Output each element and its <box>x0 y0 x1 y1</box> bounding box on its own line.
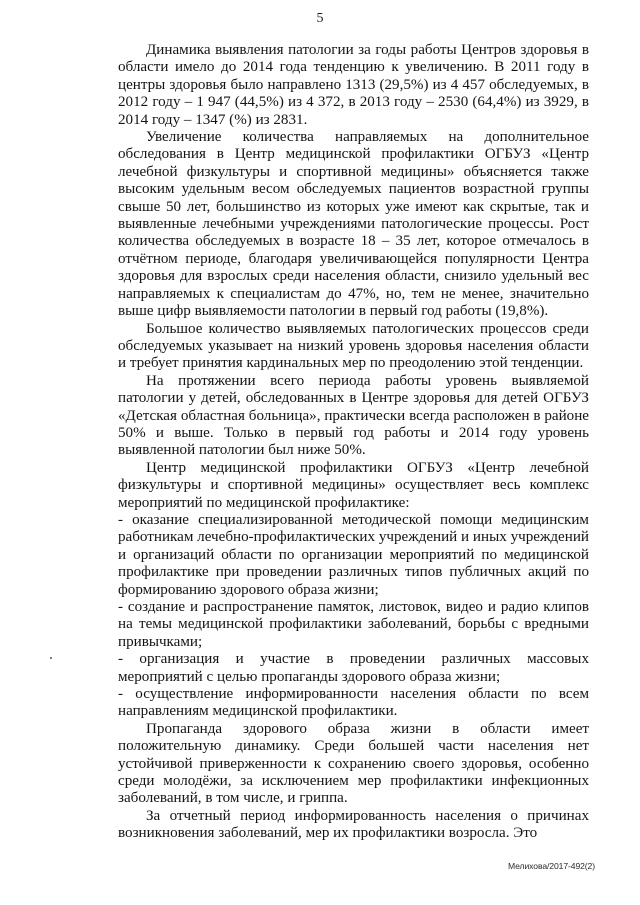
document-body <box>118 42 589 843</box>
paragraph-children-pathology: На протяжении всего периода работы уровень выявляемой патологии у детей, обследованных в Центре здоровья для детей ОГБУЗ «Детская областная больница», практически всегда расположен в районе 50% и выше. Только в первый год работы и 2014 году уровень выявленной патологии был ниже 50%. <box>118 372 589 459</box>
list-item-mass-events: - организация и участие в проведении различных массовых мероприятий с целью пропаганды здорового образа жизни; <box>118 651 589 685</box>
list-item-awareness: - осуществление информированности населения области по всем направлениям медицинской профилактики. <box>118 686 589 720</box>
list-item-leaflets: - создание и распространение памяток, листовок, видео и радио клипов на темы медицинской профилактики заболеваний, борьбы с вредными привычками; <box>118 599 589 650</box>
list-item-methodical-help: - оказание специализированной методической помощи медицинским работникам лечебно-профилактических учреждений и иных учреждений и организаций области по организации мероприятий по медицинской профилактике при проведении различных типов публичных акций по формированию здорового образа жизни; <box>118 511 589 598</box>
paragraph-health-level: Большое количество выявляемых патологических процессов среди обследуемых указывает на низкий уровень здоровья населения области и требует принятия кардинальных мер по преодолению этой тенденции. <box>118 320 589 372</box>
paragraph-prevention-center: Центр медицинской профилактики ОГБУЗ «Центр лечебной физкультуры и спортивной медицины» осуществляет весь комплекс мероприятий по медицинской профилактике: <box>118 459 589 511</box>
margin-mark <box>50 657 52 659</box>
paragraph-referrals-increase: Увеличение количества направляемых на дополнительное обследования в Центр медицинской профилактики ОГБУЗ «Центр лечебной физкультуры и спортивной медицины» объясняется также высоким удельным весом обследуемых пациентов возрастной группы свыше 50 лет, большинство из которых уже имеют как скрытые, так и выявленные лечебными учреждениями патологические процессы. Рост количества обследуемых в возрасте 18 – 35 лет, которое отмечалось в отчётном периоде, благодаря увеличивающейся популярности Центра здоровья для взрослых среди населения области, снизило удельный вес направляемых к специалистам до 47%, но, тем не менее, значительно выше цифр выявляемости патологии в первый год работы (19,8%). <box>118 129 589 320</box>
paragraph-awareness-growth: За отчетный период информированность населения о причинах возникновения заболеваний, мер их профилактики возросла. Это <box>118 807 589 842</box>
footer-document-code: Мелихова/2017-492(2) <box>508 861 596 871</box>
paragraph-healthy-lifestyle: Пропаганда здорового образа жизни в области имеет положительную динамику. Среди большей части населения нет устойчивой приверженности к сохранению своего здоровья, особенно среди молодёжи, за исключением мер профилактики инфекционных заболеваний, в том числе, и гриппа. <box>118 720 589 807</box>
paragraph-pathology-dynamics: Динамика выявления патологии за годы работы Центров здоровья в области имело до 2014 года тенденцию к увеличению. В 2011 году в центры здоровья было направлено 1313 (29,5%) из 4 457 обследуемых, в 2012 году – 1 947 (44,5%) из 4 372, в 2013 году – 2530 (64,4%) из 3929, в 2014 году – 1347 (%) из 2831. <box>118 42 589 128</box>
page-number: 5 <box>316 11 324 26</box>
